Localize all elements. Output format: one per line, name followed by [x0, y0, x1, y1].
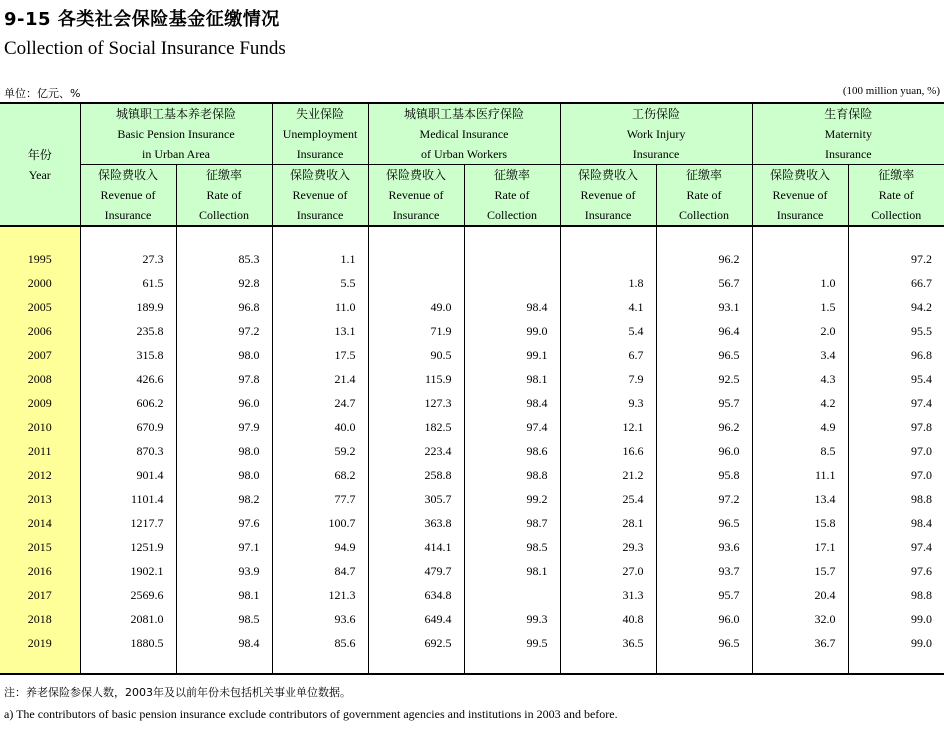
value-cell: 870.3: [80, 439, 176, 463]
value-cell: 96.0: [656, 607, 752, 631]
group-en1: Medical Insurance: [419, 127, 509, 141]
value-cell: 99.0: [911, 611, 933, 626]
value-cell: 1.8: [560, 271, 656, 295]
value-cell: 12.1: [560, 415, 656, 439]
value-cell: [560, 247, 656, 271]
value-cell: 96.0: [176, 391, 272, 415]
value-cell: 100.7: [272, 511, 368, 535]
table-row: [0, 487, 944, 511]
value-cell: 634.8: [368, 583, 464, 607]
value-cell: 97.0: [911, 443, 933, 458]
value-cell: 6.7: [560, 343, 656, 367]
year-header-cn: 年份: [27, 147, 52, 162]
value-cell: 182.5: [368, 415, 464, 439]
year-cell: 1995: [0, 247, 80, 271]
value-cell: 363.8: [368, 511, 464, 535]
table-row: [0, 367, 944, 391]
value-cell: 66.7: [911, 275, 933, 290]
revenue-subheader: [368, 165, 464, 227]
table-row: [0, 559, 944, 583]
value-cell: 95.4: [911, 371, 933, 386]
value-cell: 1.5: [752, 295, 848, 319]
rate-subheader-en1: Rate of: [686, 188, 722, 202]
value-cell: 61.5: [80, 271, 176, 295]
revenue-subheader-en1: Revenue of: [580, 188, 636, 202]
group-en1: Basic Pension Insurance: [117, 127, 235, 141]
table-row: [0, 583, 944, 607]
value-cell: 4.1: [560, 295, 656, 319]
value-cell: 1880.5: [80, 631, 176, 655]
year-cell: 2010: [0, 415, 80, 439]
rate-subheader-en1: Rate of: [494, 188, 530, 202]
value-cell: 96.5: [656, 511, 752, 535]
value-cell: 121.3: [272, 583, 368, 607]
table-row: [0, 247, 944, 271]
value-cell: 92.8: [176, 271, 272, 295]
table-row: [0, 511, 944, 535]
year-cell: 2007: [0, 343, 80, 367]
value-cell: 479.7: [368, 559, 464, 583]
value-cell: 98.4: [911, 515, 933, 530]
revenue-subheader-cn: 保险费收入: [770, 168, 831, 182]
value-cell: 96.5: [656, 343, 752, 367]
value-cell: 92.5: [656, 367, 752, 391]
group-en2: in Urban Area: [142, 147, 210, 161]
value-cell: 94.9: [272, 535, 368, 559]
table-row: [0, 415, 944, 439]
revenue-subheader-cn: 保险费收入: [290, 168, 351, 182]
value-cell: 49.0: [368, 295, 464, 319]
value-cell: 93.1: [656, 295, 752, 319]
year-cell: 2009: [0, 391, 80, 415]
rate-subheader-cn: 征缴率: [686, 168, 723, 182]
year-cell: 2015: [0, 535, 80, 559]
value-cell: 99.0: [464, 319, 560, 343]
value-cell: 77.7: [272, 487, 368, 511]
value-cell: 95.7: [656, 391, 752, 415]
value-cell: 20.4: [752, 583, 848, 607]
value-cell: [368, 271, 464, 295]
value-cell: [176, 655, 272, 674]
table-row: [0, 631, 944, 655]
value-cell: 98.4: [176, 631, 272, 655]
value-cell: 98.8: [911, 587, 933, 602]
page-title-en: Collection of Social Insurance Funds: [4, 38, 286, 59]
value-cell: 4.3: [752, 367, 848, 391]
value-cell: 97.8: [911, 419, 933, 434]
group-en2: of Urban Workers: [420, 147, 508, 161]
value-cell: 95.7: [656, 583, 752, 607]
value-cell: 99.1: [464, 343, 560, 367]
value-cell: 99.3: [464, 607, 560, 631]
rate-subheader: [464, 165, 560, 227]
year-cell: 2011: [0, 439, 80, 463]
value-cell: 96.4: [656, 319, 752, 343]
rate-subheader-en2: Collection: [487, 208, 538, 222]
value-cell: 97.9: [176, 415, 272, 439]
value-cell: 93.7: [656, 559, 752, 583]
value-cell: 13.4: [752, 487, 848, 511]
value-cell: 2569.6: [80, 583, 176, 607]
value-cell: 670.9: [80, 415, 176, 439]
value-cell: 40.8: [560, 607, 656, 631]
value-cell: 258.8: [368, 463, 464, 487]
value-cell: 98.4: [464, 295, 560, 319]
value-cell: [368, 247, 464, 271]
value-cell: 93.9: [176, 559, 272, 583]
value-cell: 98.0: [176, 463, 272, 487]
value-cell: 97.6: [176, 511, 272, 535]
revenue-subheader-cn: 保险费收入: [578, 168, 639, 182]
value-cell: 98.1: [464, 559, 560, 583]
value-cell: 5.4: [560, 319, 656, 343]
value-cell: 98.5: [176, 607, 272, 631]
value-cell: 90.5: [368, 343, 464, 367]
value-cell: 97.8: [176, 367, 272, 391]
value-cell: 98.0: [176, 343, 272, 367]
value-cell: 315.8: [80, 343, 176, 367]
group-cn: 工伤保险: [632, 107, 681, 121]
value-cell: [848, 655, 944, 674]
value-cell: 5.5: [272, 271, 368, 295]
value-cell: 99.2: [464, 487, 560, 511]
value-cell: 11.1: [752, 463, 848, 487]
value-cell: 25.4: [560, 487, 656, 511]
group-en2: Insurance: [824, 147, 872, 161]
value-cell: 71.9: [368, 319, 464, 343]
value-cell: 98.6: [464, 439, 560, 463]
value-cell: 235.8: [80, 319, 176, 343]
year-cell: 2013: [0, 487, 80, 511]
year-cell: 2016: [0, 559, 80, 583]
value-cell: 1251.9: [80, 535, 176, 559]
revenue-subheader: [272, 165, 368, 227]
year-cell: 2014: [0, 511, 80, 535]
value-cell: 40.0: [272, 415, 368, 439]
revenue-subheader-en1: Revenue of: [388, 188, 444, 202]
group-header-work-injury: [560, 103, 752, 165]
rate-subheader-en2: Collection: [871, 208, 922, 222]
value-cell: 1.0: [752, 271, 848, 295]
value-cell: 15.8: [752, 511, 848, 535]
value-cell: 31.3: [560, 583, 656, 607]
year-cell: 2000: [0, 271, 80, 295]
value-cell: 97.0: [911, 467, 933, 482]
year-cell: 2006: [0, 319, 80, 343]
group-en1: Work Injury: [626, 127, 686, 141]
group-cn: 生育保险: [824, 107, 873, 121]
value-cell: [272, 655, 368, 674]
value-cell: 2081.0: [80, 607, 176, 631]
table-row: [0, 391, 944, 415]
value-cell: 32.0: [752, 607, 848, 631]
value-cell: 94.2: [911, 299, 933, 314]
rate-subheader: [656, 165, 752, 227]
revenue-subheader-en1: Revenue of: [100, 188, 156, 202]
value-cell: 97.2: [176, 319, 272, 343]
table-row: [0, 439, 944, 463]
rate-subheader-cn: 征缴率: [206, 168, 243, 182]
group-header-maternity: [752, 103, 944, 165]
value-cell: 127.3: [368, 391, 464, 415]
value-cell: 901.4: [80, 463, 176, 487]
value-cell: 56.7: [656, 271, 752, 295]
value-cell: 9.3: [560, 391, 656, 415]
revenue-subheader-cn: 保险费收入: [386, 168, 447, 182]
group-en2: Insurance: [632, 147, 680, 161]
value-cell: 93.6: [656, 535, 752, 559]
value-cell: [80, 655, 176, 674]
revenue-subheader-en2: Insurance: [296, 208, 344, 222]
group-en1: Maternity: [824, 127, 872, 141]
value-cell: 97.4: [911, 395, 933, 410]
revenue-subheader-en2: Insurance: [776, 208, 824, 222]
group-en1: Unemployment: [282, 127, 358, 141]
revenue-subheader-cn: 保险费收入: [97, 168, 158, 182]
group-header-medical: [368, 103, 560, 165]
value-cell: 98.0: [176, 439, 272, 463]
table-row: [0, 271, 944, 295]
group-en2: Insurance: [296, 147, 344, 161]
value-cell: 84.7: [272, 559, 368, 583]
value-cell: 96.8: [176, 295, 272, 319]
footnote-en: a) The contributors of basic pension insurance exclude contributors of government agencies and institutions in 2003 and before.: [4, 707, 618, 721]
value-cell: 97.1: [176, 535, 272, 559]
value-cell: 17.5: [272, 343, 368, 367]
rate-subheader-en1: Rate of: [206, 188, 242, 202]
value-cell: [656, 655, 752, 674]
group-header-pension: [80, 103, 272, 165]
year-cell: 2017: [0, 583, 80, 607]
value-cell: 98.1: [176, 583, 272, 607]
value-cell: 28.1: [560, 511, 656, 535]
value-cell: 98.5: [464, 535, 560, 559]
value-cell: [464, 583, 560, 607]
table-row: [0, 607, 944, 631]
unit-label-en: (100 million yuan, %): [842, 85, 940, 97]
table-row: [0, 319, 944, 343]
year-cell: 2005: [0, 295, 80, 319]
value-cell: 96.8: [911, 347, 933, 362]
value-cell: [752, 655, 848, 674]
value-cell: 8.5: [752, 439, 848, 463]
table-row: [0, 343, 944, 367]
year-header: [0, 103, 80, 226]
rate-subheader-en1: Rate of: [878, 188, 914, 202]
value-cell: 99.0: [911, 635, 933, 650]
year-cell: [0, 655, 80, 674]
value-cell: 1.1: [272, 247, 368, 271]
revenue-subheader-en2: Insurance: [392, 208, 440, 222]
value-cell: 189.9: [80, 295, 176, 319]
revenue-subheader: [80, 165, 176, 227]
unit-label-cn: 单位：亿元、%: [4, 87, 81, 100]
table-row: [0, 463, 944, 487]
revenue-subheader-en2: Insurance: [104, 208, 152, 222]
value-cell: 85.3: [176, 247, 272, 271]
value-cell: 97.4: [911, 539, 933, 554]
value-cell: 36.7: [752, 631, 848, 655]
insurance-funds-table: [0, 102, 944, 675]
value-cell: 13.1: [272, 319, 368, 343]
group-header-unemployment: [272, 103, 368, 165]
revenue-subheader-en1: Revenue of: [292, 188, 348, 202]
value-cell: 27.3: [80, 247, 176, 271]
table-row: [0, 295, 944, 319]
year-header-en: Year: [28, 167, 51, 182]
value-cell: 414.1: [368, 535, 464, 559]
value-cell: 97.6: [911, 563, 933, 578]
value-cell: 96.2: [656, 415, 752, 439]
value-cell: 98.2: [176, 487, 272, 511]
value-cell: [752, 247, 848, 271]
value-cell: 11.0: [272, 295, 368, 319]
value-cell: 21.2: [560, 463, 656, 487]
group-cn: 城镇职工基本养老保险: [116, 107, 237, 121]
value-cell: 17.1: [752, 535, 848, 559]
value-cell: 97.2: [911, 251, 933, 266]
value-cell: 7.9: [560, 367, 656, 391]
value-cell: 1101.4: [80, 487, 176, 511]
value-cell: 97.4: [464, 415, 560, 439]
value-cell: 1902.1: [80, 559, 176, 583]
value-cell: 29.3: [560, 535, 656, 559]
revenue-subheader-en1: Revenue of: [772, 188, 828, 202]
revenue-subheader: [752, 165, 848, 227]
value-cell: 24.7: [272, 391, 368, 415]
revenue-subheader-en2: Insurance: [584, 208, 632, 222]
value-cell: 96.2: [656, 247, 752, 271]
year-cell: 2019: [0, 631, 80, 655]
value-cell: [464, 655, 560, 674]
value-cell: 305.7: [368, 487, 464, 511]
value-cell: 98.4: [464, 391, 560, 415]
year-cell: [0, 226, 80, 247]
year-cell: 2018: [0, 607, 80, 631]
value-cell: 98.7: [464, 511, 560, 535]
rate-subheader-en2: Collection: [679, 208, 730, 222]
value-cell: [464, 271, 560, 295]
value-cell: [464, 247, 560, 271]
value-cell: 36.5: [560, 631, 656, 655]
value-cell: 1217.7: [80, 511, 176, 535]
revenue-subheader: [560, 165, 656, 227]
group-cn: 失业保险: [296, 107, 345, 121]
value-cell: 426.6: [80, 367, 176, 391]
value-cell: 95.5: [911, 323, 933, 338]
value-cell: 98.1: [464, 367, 560, 391]
year-cell: 2012: [0, 463, 80, 487]
rate-subheader-en2: Collection: [199, 208, 249, 222]
value-cell: 4.9: [752, 415, 848, 439]
group-cn: 城镇职工基本医疗保险: [404, 107, 525, 121]
page-title-cn: 9-15 各类社会保险基金征缴情况: [4, 9, 280, 30]
value-cell: 93.6: [272, 607, 368, 631]
value-cell: 68.2: [272, 463, 368, 487]
value-cell: 692.5: [368, 631, 464, 655]
value-cell: 115.9: [368, 367, 464, 391]
value-cell: 2.0: [752, 319, 848, 343]
rate-subheader-cn: 征缴率: [878, 168, 915, 182]
rate-subheader: [848, 165, 944, 227]
value-cell: 3.4: [752, 343, 848, 367]
value-cell: 96.0: [656, 439, 752, 463]
value-cell: 85.6: [272, 631, 368, 655]
value-cell: 99.5: [464, 631, 560, 655]
value-cell: 95.8: [656, 463, 752, 487]
value-cell: [368, 655, 464, 674]
value-cell: 98.8: [464, 463, 560, 487]
year-cell: 2008: [0, 367, 80, 391]
value-cell: 223.4: [368, 439, 464, 463]
value-cell: 4.2: [752, 391, 848, 415]
value-cell: 21.4: [272, 367, 368, 391]
value-cell: 98.8: [911, 491, 933, 506]
value-cell: 96.5: [656, 631, 752, 655]
value-cell: 97.2: [656, 487, 752, 511]
value-cell: 27.0: [560, 559, 656, 583]
rate-subheader-cn: 征缴率: [494, 168, 531, 182]
footnote-cn: 注：养老保险参保人数，2003年及以前年份未包括机关事业单位数据。: [4, 686, 351, 699]
value-cell: 59.2: [272, 439, 368, 463]
value-cell: [560, 655, 656, 674]
rate-subheader: [176, 165, 272, 227]
table-row: [0, 535, 944, 559]
value-cell: 649.4: [368, 607, 464, 631]
value-cell: 16.6: [560, 439, 656, 463]
value-cell: 15.7: [752, 559, 848, 583]
value-cell: 606.2: [80, 391, 176, 415]
